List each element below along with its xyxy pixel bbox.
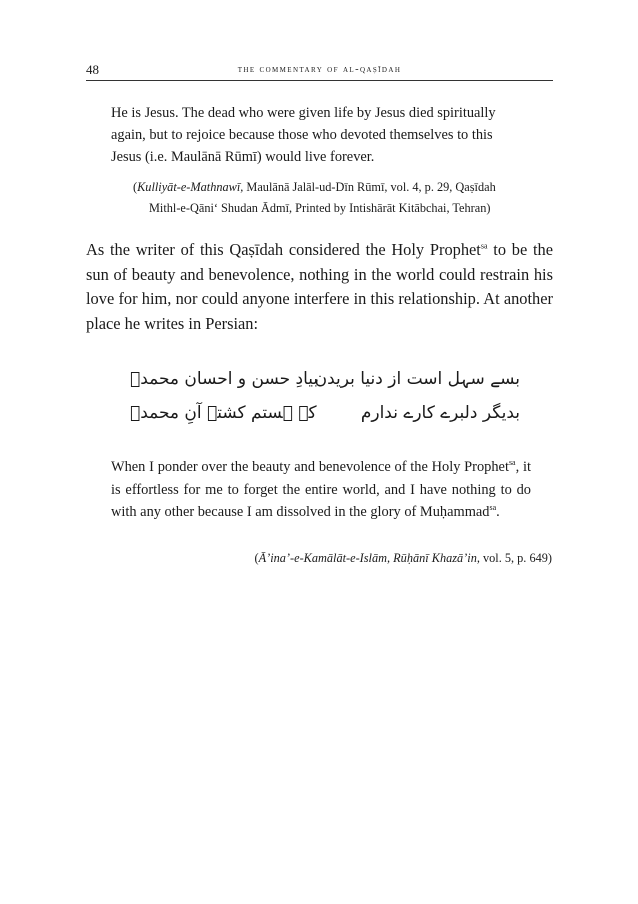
hemistich-1b: بیادِ حسن و احسان محمدؐ <box>130 369 319 389</box>
quote2-text-cont: , it is effortless for me to forget the entire world, and I have nothing to do with any other because I am dissolved in the glory of Muḥammad <box>111 459 531 521</box>
paragraph-text-cont: to be the sun of beauty and benevolence, nothing in the world could restrain his love for him, nor could anyone interfere in this relationship. At another place he writes in Persian: <box>86 240 553 333</box>
paragraph-text: As the writer of this Qaṣīdah considered the Holy Prophet <box>86 240 481 259</box>
couplet-line-1 <box>130 362 520 396</box>
hemistich-1a: بسے سہل است از دنیا بریدن <box>314 369 520 389</box>
running-header <box>86 58 553 81</box>
citation-title: Ā’ina’-e-Kamālāt-e-Islām, Rūḥānī Khazā’in, <box>258 551 480 565</box>
salutation-superscript: sa <box>480 241 488 251</box>
quote-line: He is Jesus. The dead who were given life by Jesus died spiritually <box>111 105 496 121</box>
body-paragraph <box>86 238 553 336</box>
salutation-superscript: sa <box>508 458 516 468</box>
citation-open: ( <box>133 180 138 194</box>
running-title: the commentary of al-qaṣīdah <box>237 64 402 75</box>
translation-quote-2 <box>111 456 531 524</box>
citation-detail-line2: Mithl-e-Qāni‘ Shudan Ādmī, Printed by Intishārāt Kitābchai, Tehran) <box>149 200 491 215</box>
quote-line: Jesus (i.e. Maulānā Rūmī) would live forever. <box>111 149 375 165</box>
citation-detail: vol. 5, p. 649) <box>479 551 552 565</box>
hemistich-2a: بدیگر دلبرے کارے ندارم <box>360 403 520 423</box>
citation-open: ( <box>254 551 259 565</box>
page-number: 48 <box>86 62 99 77</box>
translation-quote-1 <box>111 102 531 168</box>
quote2-text: When I ponder over the beauty and benevolence of the Holy Prophet <box>111 459 509 475</box>
citation-2 <box>111 551 552 566</box>
hemistich-2b: کہ ہستم کشتۂ آنِ محمدؐ <box>130 403 317 423</box>
salutation-superscript: sa <box>489 503 497 513</box>
citation-1 <box>133 177 553 218</box>
quote-line: again, but to rejoice because those who devoted themselves to this <box>111 127 493 143</box>
couplet-line-2 <box>130 396 520 430</box>
citation-title: Kulliyāt-e-Mathnawī, <box>137 180 244 194</box>
quote2-text-end: . <box>496 504 500 521</box>
persian-couplet <box>130 362 520 430</box>
citation-detail: Maulānā Jalāl-ud-Dīn Rūmī, vol. 4, p. 29, Qaṣīdah <box>243 180 496 194</box>
